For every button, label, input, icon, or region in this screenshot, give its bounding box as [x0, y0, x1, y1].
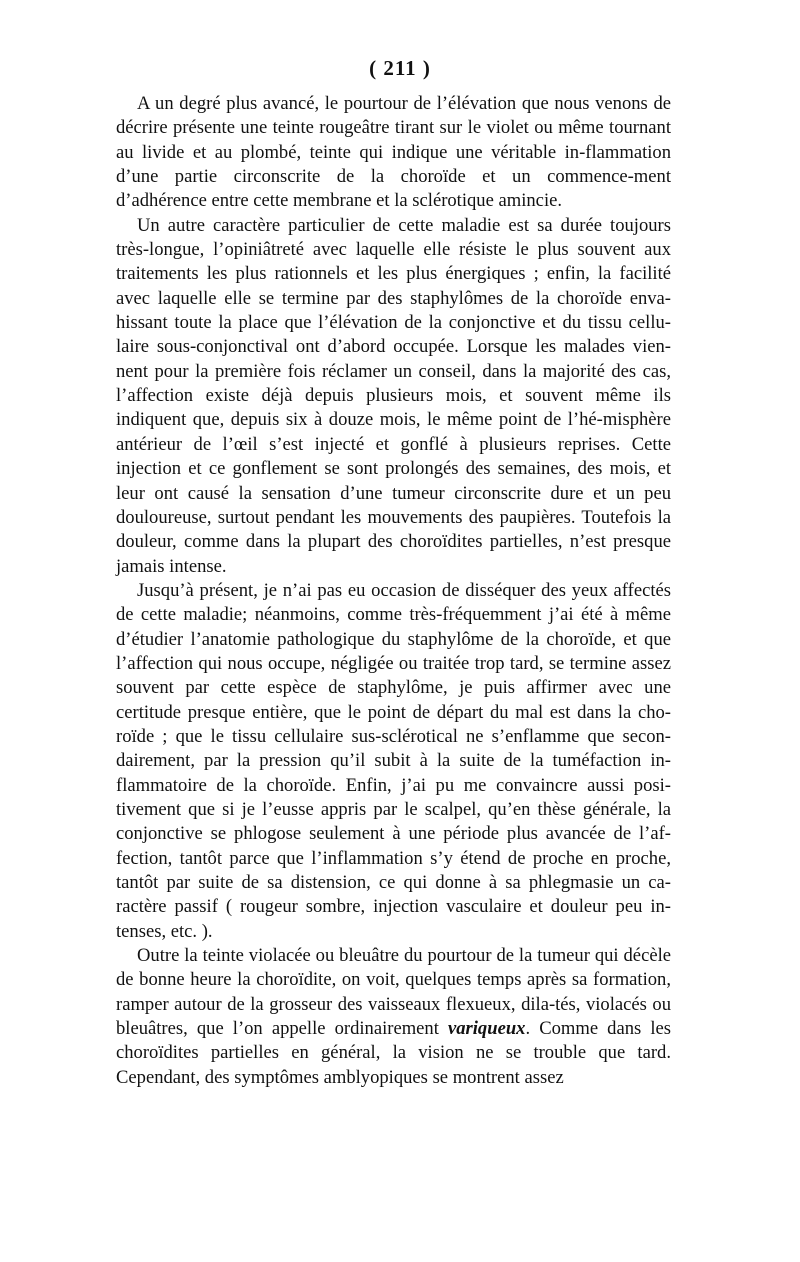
paragraph-4-text-after: . Comme dans les choroïdites partielles en général, la vision ne se trouble que tard. Cependant, des symptômes amblyopiques se montrent assez [116, 1018, 671, 1088]
paragraph-2: Un autre caractère particulier de cette maladie est sa durée toujours très-longue, l’opiniâtreté avec laquelle elle résiste le plus souvent aux traitements les plus rationnels et les plus énergiques ; enfin, la facilité avec laquelle elle se termine par des staphylômes de la choroïde enva-hissant toute la place que l’élévation de la conjonctive et du tissu cellu-laire sous-conjonctival ont d’abord occupée. Lorsque les malades vien-nent pour la première fois réclamer un conseil, dans la majorité des cas, l’affection existe déjà depuis plusieurs mois, et souvent même ils indiquent que, depuis six à douze mois, le même point de l’hé-misphère antérieur de l’œil s’est injecté et gonflé à plusieurs reprises. Cette injection et ce gonflement se sont prolongés des semaines, des mois, et leur ont causé la sensation d’une tumeur circonscrite dure et un peu douloureuse, surtout pendant les mouvements des paupières. Toutefois la douleur, comme dans la plupart des choroïdites partielles, n’est presque jamais intense. [116, 214, 671, 577]
paragraph-4-text-before: Outre la teinte violacée ou bleuâtre du pourtour de la tumeur qui décèle de bonne heure la choroïdite, on voit, quelques temps après sa formation, ramper autour de la grosseur des vaisseaux flexueux, dila-tés, violacés ou bleuâtres, que l’on appelle ordinairement [116, 945, 671, 1040]
paragraph-3: Jusqu’à présent, je n’ai pas eu occasion de disséquer des yeux affectés de cette maladie; néanmoins, comme très-fréquemment j’ai été à même d’étudier l’anatomie pathologique du staphylôme de la choroïde, et que l’affection qui nous occupe, négligée ou traitée trop tard, se termine assez souvent par cette espèce de staphylôme, je puis affirmer avec une certitude presque entière, que le point de départ du mal est dans la cho-roïde ; que le tissu cellulaire sus-sclérotical ne s’enflamme que secon-dairement, par la pression qu’il subit à la suite de la tuméfaction in-flammatoire de la choroïde. Enfin, j’ai pu me convaincre aussi posi-tivement que si je l’eusse appris par le scalpel, qu’en thèse générale, la conjonctive se phlogose seulement à une période plus avancée de l’af-fection, tantôt parce que l’inflammation s’y étend de proche en proche, tantôt par suite de sa distension, ce qui donne à sa phlegmasie un ca-ractère passif ( rougeur sombre, injection vasculaire et douleur peu in-tenses, etc. ). [116, 579, 671, 942]
emphasized-term: variqueux [447, 1018, 526, 1040]
paragraph-1: A un degré plus avancé, le pourtour de l’élévation que nous venons de décrire présente une teinte rougeâtre tirant sur le violet ou même tournant au livide et au plombé, teinte qui indique une véritable in-flammation d’une partie circonscrite de la choroïde et un commence-ment d’adhérence entre cette membrane et la sclérotique amincie. [116, 93, 671, 212]
body-text [116, 92, 671, 1090]
paragraph-4 [116, 944, 671, 1090]
page-number: ( 211 ) [369, 56, 431, 80]
